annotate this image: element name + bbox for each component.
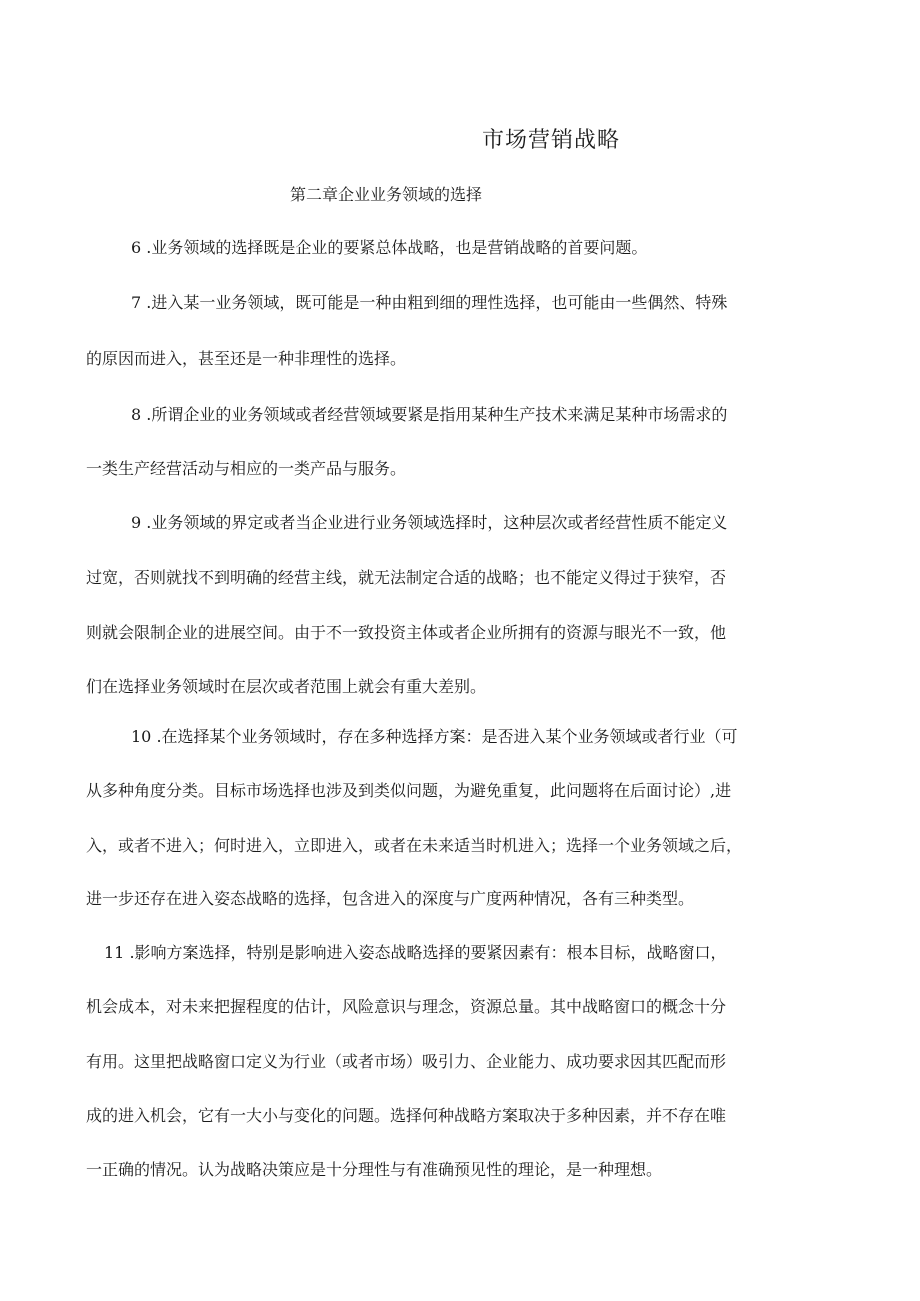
paragraph-10-line-3: 入，或者不进入；何时进入，立即进入，或者在未来适当时机进入；选择一个业务领域之后，: [86, 836, 743, 855]
paragraph-9-line-1: 9 .业务领域的界定或者当企业进行业务领域选择时，这种层次或者经营性质不能定义: [131, 513, 728, 532]
paragraph-7-line-2: 的原因而进入，甚至还是一种非理性的选择。: [86, 349, 407, 368]
paragraph-10-line-4: 进一步还存在进入姿态战略的选择，包含进入的深度与广度两种情况，各有三种类型。: [86, 889, 695, 908]
document-title: 市场营销战略: [482, 128, 621, 153]
chapter-heading: 第二章企业业务领域的选择: [290, 185, 483, 204]
paragraph-9-line-2: 过宽，否则就找不到明确的经营主线，就无法制定合适的战略；也不能定义得过于狭窄，否: [86, 568, 727, 587]
paragraph-6-line-1: 6 .业务领域的选择既是企业的要紧总体战略，也是营销战略的首要问题。: [131, 238, 648, 257]
paragraph-11-line-1: 11 .影响方案选择，特别是影响进入姿态战略选择的要紧因素有：根本目标，战略窗口，: [104, 943, 727, 962]
paragraph-11-line-2: 机会成本，对未来把握程度的估计，风险意识与理念，资源总量。其中战略窗口的概念十分: [86, 997, 727, 1016]
paragraph-8-line-2: 一类生产经营活动与相应的一类产品与服务。: [86, 459, 407, 478]
paragraph-11-line-3: 有用。这里把战略窗口定义为行业（或者市场）吸引力、企业能力、成功要求因其匹配而形: [86, 1052, 727, 1071]
paragraph-8-line-1: 8 .所谓企业的业务领域或者经营领域要紧是指用某种生产技术来满足某种市场需求的: [131, 405, 728, 424]
paragraph-7-line-1: 7 .进入某一业务领域，既可能是一种由粗到细的理性选择，也可能由一些偶然、特殊: [131, 293, 728, 312]
paragraph-10-line-2: 从多种角度分类。目标市场选择也涉及到类似问题，为避免重复，此问题将在后面讨论）,进: [86, 781, 732, 800]
paragraph-11-line-4: 成的进入机会，它有一大小与变化的问题。选择何种战略方案取决于多种因素，并不存在唯: [86, 1106, 727, 1125]
paragraph-10-line-1: 10 .在选择某个业务领域时，存在多种选择方案：是否进入某个业务领域或者行业（可: [131, 727, 738, 746]
paragraph-9-line-3: 则就会限制企业的进展空间。由于不一致投资主体或者企业所拥有的资源与眼光不一致，他: [86, 623, 727, 642]
paragraph-11-line-5: 一正确的情况。认为战略决策应是十分理性与有准确预见性的理论，是一种理想。: [86, 1160, 663, 1179]
paragraph-9-line-4: 们在选择业务领域时在层次或者范围上就会有重大差别。: [86, 677, 487, 696]
